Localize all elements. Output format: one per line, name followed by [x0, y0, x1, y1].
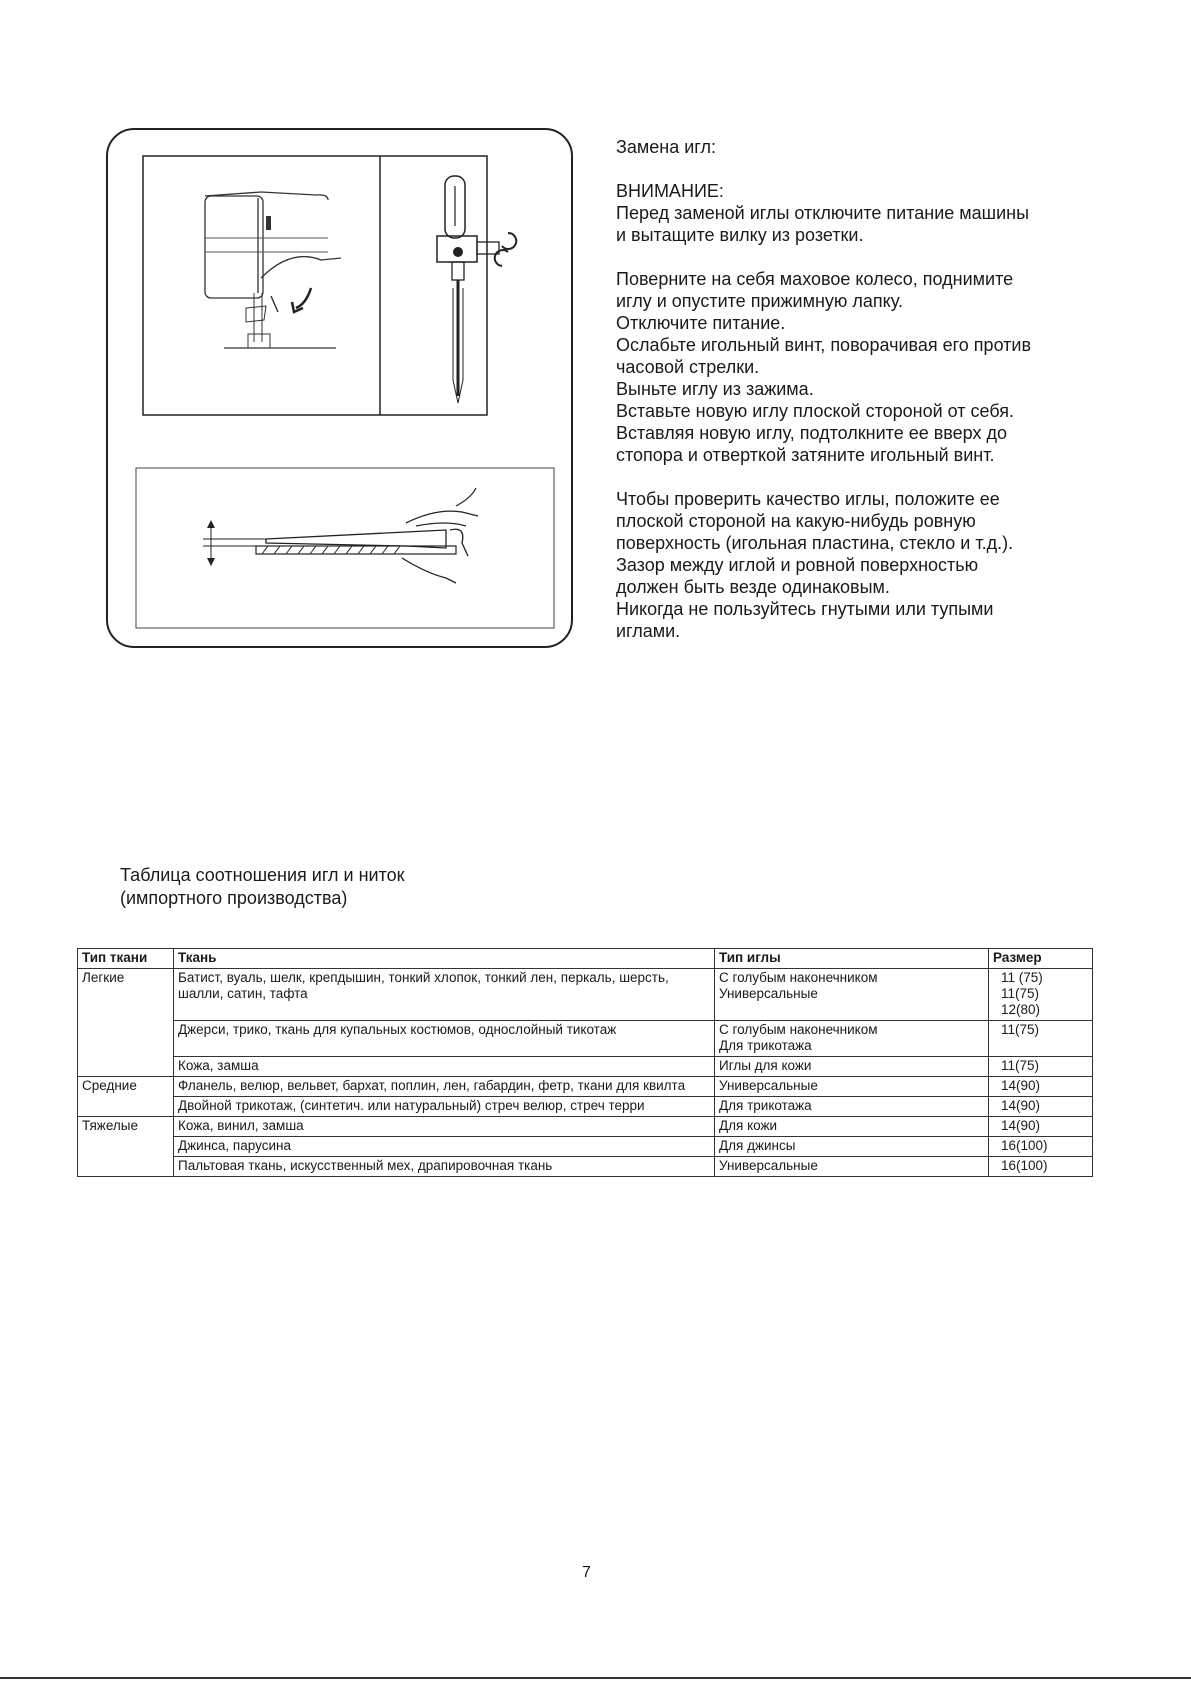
needle-cell	[715, 1117, 989, 1137]
size-cell	[989, 1077, 1093, 1097]
size-line: 14(90)	[1001, 1078, 1041, 1093]
group-medium: Средние	[78, 1077, 174, 1117]
instructions-title: Замена игл:	[616, 137, 716, 157]
step-line: иглу и опустите прижимную лапку.	[616, 291, 903, 311]
needle-replacement-illustration	[106, 128, 573, 648]
bottom-divider	[0, 1677, 1191, 1679]
size-cell	[989, 1117, 1093, 1137]
check-line: Зазор между иглой и ровной поверхностью	[616, 555, 979, 575]
check-line: поверхность (игольная пластина, стекло и т.д.).	[616, 533, 1014, 553]
group-light: Легкие	[78, 969, 174, 1077]
fabric-cell: Кожа, винил, замша	[174, 1117, 715, 1137]
step-line: Вставьте новую иглу плоской стороной от себя.	[616, 401, 1015, 421]
check-line: Чтобы проверить качество иглы, положите ее	[616, 489, 1000, 509]
fabric-cell: Фланель, велюр, вельвет, бархат, поплин, лен, габардин, фетр, ткани для квилта	[174, 1077, 715, 1097]
size-cell	[989, 1097, 1093, 1117]
needle-line: Универсальные	[719, 1078, 818, 1093]
size-cell	[989, 1157, 1093, 1177]
table-row	[78, 1137, 1093, 1157]
needle-line: Иглы для кожи	[719, 1058, 812, 1073]
step-line: Выньте иглу из зажима.	[616, 379, 814, 399]
size-line: 14(90)	[1001, 1118, 1041, 1133]
check-line: Никогда не пользуйтесь гнутыми или тупыми	[616, 599, 994, 619]
fabric-cell: Пальтовая ткань, искусственный мех, драпировочная ткань	[174, 1157, 715, 1177]
table-row	[78, 1157, 1093, 1177]
needle-cell	[715, 1137, 989, 1157]
fabric-cell: Батист, вуаль, шелк, крепдышин, тонкий хлопок, тонкий лен, перкаль, шерсть, шалли, сатин, тафта	[174, 969, 715, 1021]
needle-line: С голубым наконечником	[719, 970, 878, 985]
header-needle-type: Тип иглы	[715, 949, 989, 969]
table-caption	[120, 864, 405, 910]
table-row	[78, 1077, 1093, 1097]
fabric-cell: Джерси, трико, ткань для купальных костюмов, однослойный тикотаж	[174, 1021, 715, 1057]
size-line: 14(90)	[1001, 1098, 1041, 1113]
warning-line: и вытащите вилку из розетки.	[616, 225, 864, 245]
needle-cell	[715, 1021, 989, 1057]
needle-line: Универсальные	[719, 986, 818, 1001]
table-row	[78, 1021, 1093, 1057]
needle-thread-table	[77, 948, 1093, 1177]
needle-line: С голубым наконечником	[719, 1022, 878, 1037]
table-row	[78, 1097, 1093, 1117]
check-line: плоской стороной на какую-нибудь ровную	[616, 511, 976, 531]
step-line: Ослабьте игольный винт, поворачивая его против	[616, 335, 1032, 355]
size-line: 16(100)	[1001, 1158, 1048, 1173]
needle-cell	[715, 1077, 989, 1097]
fabric-cell: Кожа, замша	[174, 1057, 715, 1077]
table-row	[78, 969, 1093, 1021]
fabric-cell: Джинса, парусина	[174, 1137, 715, 1157]
size-line: 12(80)	[1001, 1002, 1041, 1017]
check-line: иглами.	[616, 621, 681, 641]
needle-cell	[715, 1097, 989, 1117]
step-line: Поверните на себя маховое колесо, поднимите	[616, 269, 1014, 289]
size-line: 11(75)	[1001, 1058, 1040, 1073]
group-heavy: Тяжелые	[78, 1117, 174, 1177]
header-fabric: Ткань	[174, 949, 715, 969]
size-line: 11(75)	[1001, 986, 1040, 1001]
needle-line: Для кожи	[719, 1118, 778, 1133]
header-fabric-type: Тип ткани	[78, 949, 174, 969]
step-line: Отключите питание.	[616, 313, 786, 333]
warning-line: Перед заменой иглы отключите питание машины	[616, 203, 1030, 223]
step-line: часовой стрелки.	[616, 357, 760, 377]
header-size: Размер	[989, 949, 1093, 969]
size-line: 11(75)	[1001, 1022, 1040, 1037]
size-cell	[989, 969, 1093, 1021]
size-cell	[989, 1137, 1093, 1157]
instructions	[616, 136, 1096, 642]
table-caption-line: (импортного производства)	[120, 888, 348, 908]
table-row	[78, 1117, 1093, 1137]
size-cell	[989, 1021, 1093, 1057]
step-line: Вставляя новую иглу, подтолкните ее вверх до	[616, 423, 1007, 443]
table-header-row	[78, 949, 1093, 969]
needle-cell	[715, 1057, 989, 1077]
table-caption-line: Таблица соотношения игл и ниток	[120, 865, 405, 885]
needle-line: Для трикотажа	[719, 1098, 812, 1113]
page-number: 7	[582, 1564, 591, 1581]
size-cell	[989, 1057, 1093, 1077]
needle-line: Для джинсы	[719, 1138, 796, 1153]
size-line: 11 (75)	[1001, 970, 1043, 985]
needle-cell	[715, 969, 989, 1021]
table-row	[78, 1057, 1093, 1077]
warning-heading: ВНИМАНИЕ:	[616, 181, 724, 201]
fabric-cell: Двойной трикотаж, (синтетич. или натуральный) стреч велюр, стреч терри	[174, 1097, 715, 1117]
needle-line: Для трикотажа	[719, 1038, 812, 1053]
needle-line: Универсальные	[719, 1158, 818, 1173]
needle-cell	[715, 1157, 989, 1177]
step-line: стопора и отверткой затяните игольный винт.	[616, 445, 995, 465]
check-line: должен быть везде одинаковым.	[616, 577, 890, 597]
size-line: 16(100)	[1001, 1138, 1048, 1153]
